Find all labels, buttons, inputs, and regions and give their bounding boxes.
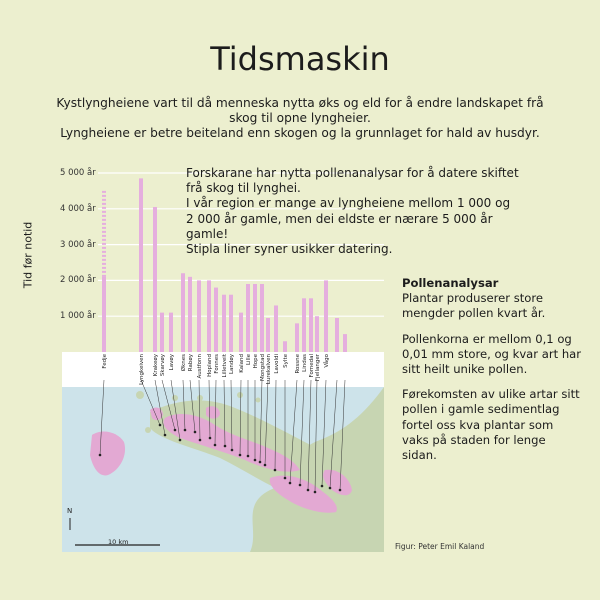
y-tick-label: 4 000 år	[60, 203, 96, 214]
scale-label: 10 km	[108, 538, 129, 546]
bar	[309, 298, 313, 352]
intro-line: Lyngheiene er betre beiteland enn skogen og la grunnlaget for hald av husdyr.	[60, 126, 540, 140]
bar	[207, 280, 211, 352]
site-marker	[231, 449, 234, 452]
site-marker	[164, 434, 167, 437]
site-marker	[194, 431, 197, 434]
map-islet	[172, 395, 178, 401]
bar	[229, 295, 233, 352]
site-marker	[224, 445, 227, 448]
note-line: Forskarane har nytta pollenanalysar for å datere skiftet	[186, 166, 519, 180]
category-label: Krakeøy	[153, 354, 159, 377]
bar	[139, 178, 143, 352]
bar	[102, 277, 106, 352]
bar	[335, 318, 339, 352]
category-label: Rabøy	[188, 354, 194, 372]
map	[62, 352, 384, 552]
category-label: Lavøy	[169, 354, 175, 371]
bar	[169, 313, 173, 352]
site-marker	[284, 477, 287, 480]
category-label: Lilletveit	[222, 354, 228, 378]
category-label: Lille	[246, 354, 252, 366]
site-marker	[214, 444, 217, 447]
note-line: I vår region er mange av lyngheiene mellom 1 000 og	[186, 196, 511, 211]
site-marker	[289, 482, 292, 485]
site-marker	[274, 469, 277, 472]
map-islet	[145, 427, 151, 433]
category-label: Lyngkeiven	[139, 354, 145, 385]
category-label: Mongstad	[260, 354, 266, 381]
bar	[260, 284, 264, 352]
site-marker	[239, 454, 242, 457]
site-marker	[209, 437, 212, 440]
map-islet	[136, 391, 144, 399]
site-marker	[184, 429, 187, 432]
site-marker	[314, 491, 317, 494]
category-label: Lurekalven	[266, 354, 272, 385]
note-line: 2 000 år gamle, men dei eldste er nærare 5 000 år	[186, 211, 493, 226]
category-label: Sylte	[283, 354, 289, 368]
bar	[214, 288, 218, 352]
bar	[266, 318, 270, 352]
panel-paragraph: Pollenkorna er mellom 0,1 og 0,01 mm store, og kvar art har sitt heilt unike pollen.	[402, 331, 582, 377]
page-title: Tidsmaskin	[210, 40, 390, 78]
site-marker	[329, 487, 332, 490]
y-tick-label: 1 000 år	[60, 311, 96, 322]
site-marker	[339, 489, 342, 492]
category-label: Skarvøy	[160, 354, 166, 377]
note-line: frå skog til lynghei.	[186, 181, 301, 196]
site-marker	[254, 459, 257, 462]
note-line: Stipla liner syner usikker datering.	[186, 242, 393, 257]
bar	[324, 280, 328, 352]
category-label: Fonnes	[214, 354, 220, 374]
category-label: Vågo	[324, 354, 330, 368]
bar	[222, 295, 226, 352]
category-label: Landøy	[229, 354, 235, 375]
category-label: Fjellanger	[315, 354, 321, 382]
bar	[188, 277, 192, 352]
intro-text	[40, 96, 560, 141]
site-marker	[299, 484, 302, 487]
site-marker	[259, 461, 262, 464]
north-label: N	[67, 507, 73, 515]
category-label: Austfonn	[197, 354, 203, 379]
bar	[246, 284, 250, 352]
category-label: Hopland	[207, 354, 213, 377]
y-tick-label: 3 000 år	[60, 239, 96, 250]
bar	[153, 207, 157, 352]
site-marker	[321, 485, 324, 488]
site-marker	[159, 424, 162, 427]
bar	[253, 284, 257, 352]
intro-line: Kystlyngheiene vart til då menneska nytta øks og eld for å endre landskapet frå	[56, 96, 544, 110]
category-label: Lindas	[302, 354, 308, 372]
bar	[160, 313, 164, 352]
y-tick-label: 2 000 år	[60, 275, 96, 286]
pollen-panel	[402, 276, 582, 473]
map-islet	[256, 398, 261, 403]
intro-line: skog til opne lyngheier.	[229, 111, 371, 125]
site-marker	[264, 464, 267, 467]
bar	[295, 323, 299, 352]
panel-paragraph: Førekomsten av ulike artar sitt pollen i gamle sedimentlag fortel oss kva plantar som vaks på staden for lenge sidan.	[402, 387, 580, 463]
y-tick-label: 5 000 år	[60, 168, 96, 178]
site-marker	[179, 439, 182, 442]
category-label: Kaland	[239, 354, 245, 373]
bar	[274, 305, 278, 352]
bar	[302, 298, 306, 352]
category-label: Fomedal	[309, 354, 315, 378]
category-label: Rossne	[295, 354, 301, 374]
bar	[181, 273, 185, 352]
category-label: Lavoldi	[274, 354, 280, 374]
map-islet	[237, 392, 243, 398]
bar	[315, 316, 319, 352]
bar	[197, 280, 201, 352]
category-label: Hope	[253, 354, 259, 369]
dating-note	[186, 166, 556, 257]
site-marker	[99, 454, 102, 457]
site-marker	[174, 429, 177, 432]
figure-credit: Figur: Peter Emil Kaland	[395, 542, 485, 551]
note-line: gamle!	[186, 226, 229, 241]
site-marker	[199, 439, 202, 442]
site-marker	[247, 455, 250, 458]
site-marker	[307, 489, 310, 492]
y-axis-label: Tid før notid	[21, 221, 35, 289]
bar	[283, 341, 287, 352]
category-label: Fedje	[102, 354, 108, 369]
category-label: Øknes	[181, 354, 187, 372]
panel-paragraph: Plantar produserer store mengder pollen kvart år.	[402, 291, 546, 321]
panel-heading: Pollenanalysar	[402, 276, 499, 290]
map-islet	[197, 395, 203, 401]
bar	[239, 313, 243, 352]
bar	[343, 334, 347, 352]
